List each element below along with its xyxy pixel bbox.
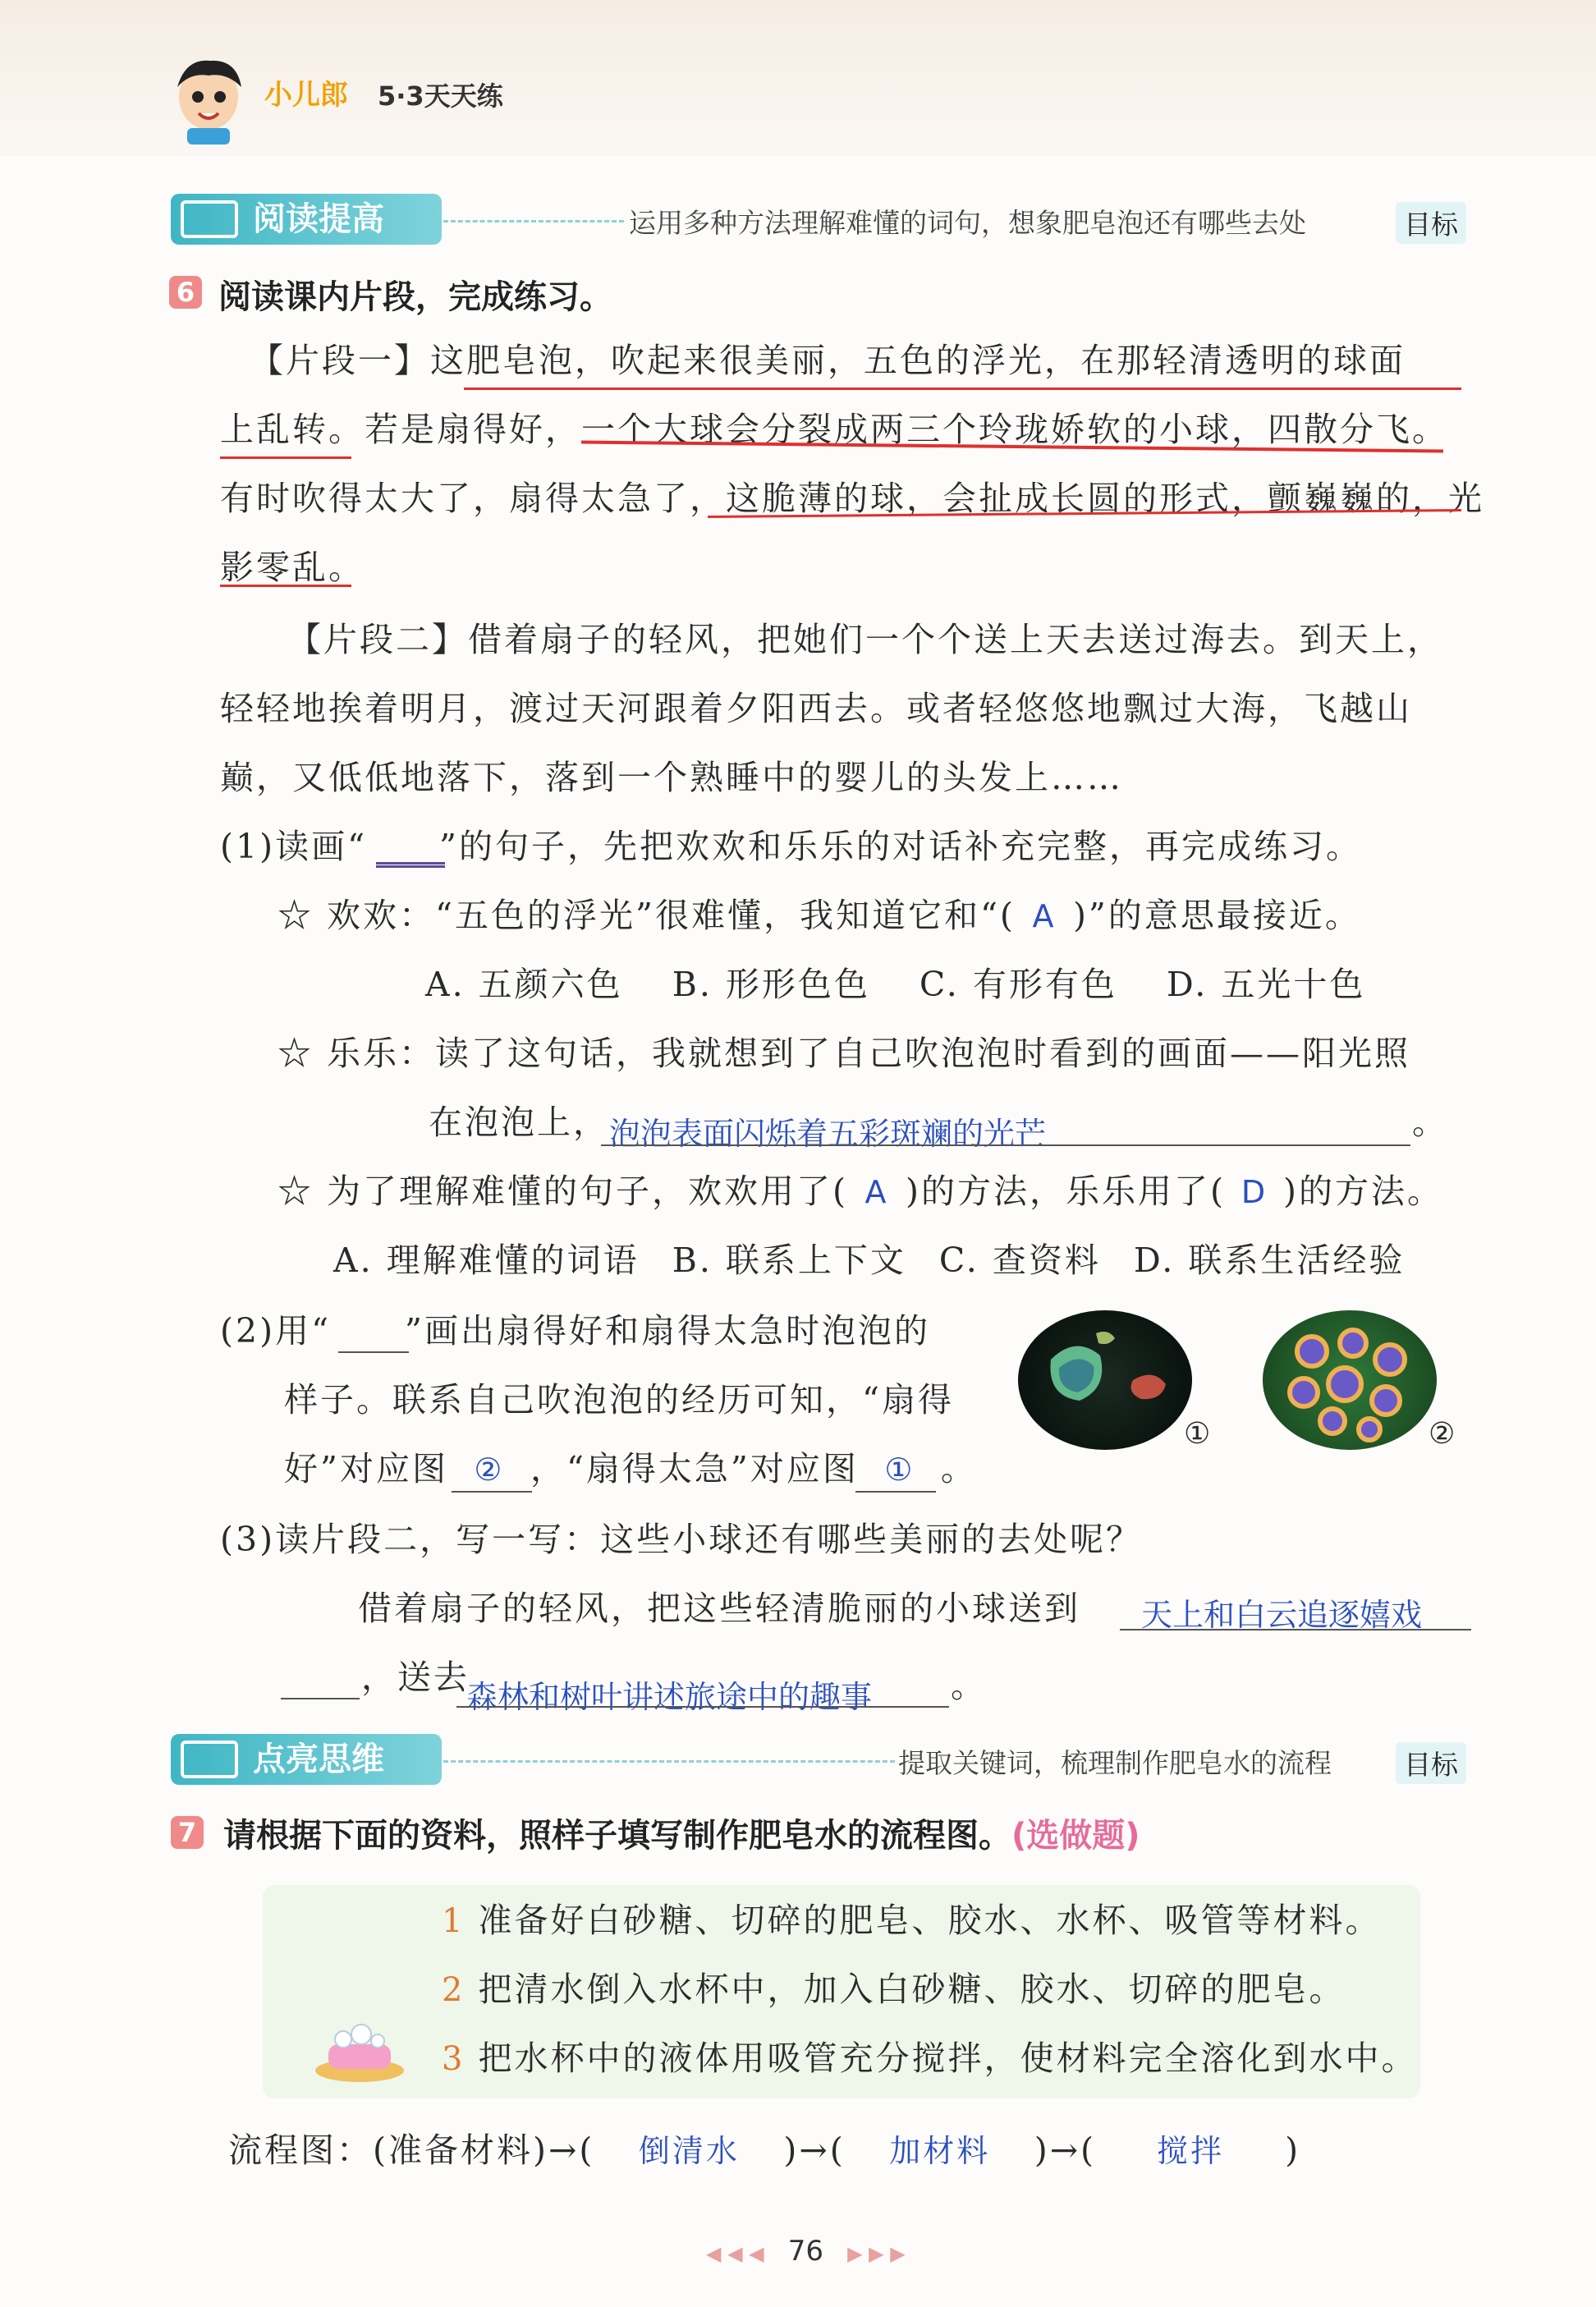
method-text: )的方法。: [1283, 1172, 1444, 1211]
option: D. 五光十色: [1166, 965, 1366, 1004]
subquestion-3: (3)读片段二，写一写：这些小球还有哪些美丽的去处呢？: [220, 1520, 1143, 1559]
double-underline-mark: [376, 862, 445, 868]
passage-text: 借着扇子的轻风，把她们一个个送上天去送过海去。到天上，: [468, 620, 1443, 659]
answer-method-b[interactable]: D: [1241, 1174, 1268, 1210]
answer-fan-good[interactable]: ②: [474, 1452, 505, 1488]
passage1-line1: [250, 340, 1406, 381]
red-underline: [220, 585, 351, 587]
options-row-1: [425, 964, 1365, 1005]
subq-text: ”画出扇得好和扇得太急时泡泡的: [405, 1311, 931, 1351]
method-line: [277, 1171, 1443, 1213]
answer-blank-line: [1120, 1629, 1471, 1630]
right-arrows-icon: ▶ ▶ ▶: [847, 2242, 906, 2265]
step-text: 把清水倒入水杯中，加入白砂糖、胶水、切碎的肥皂。: [478, 1970, 1346, 2009]
subquestion-2-line1: [220, 1310, 930, 1351]
answer-flow-3[interactable]: 搅拌: [1157, 2133, 1225, 2169]
step-text: 把水杯中的液体用吸管充分搅拌，使材料完全溶化到水中。: [478, 2039, 1418, 2078]
option: A. 理解难懂的词语: [333, 1241, 640, 1280]
subq-text: (2)用“: [220, 1311, 332, 1351]
subq-text: 好”对应图: [284, 1449, 448, 1488]
answer-lele[interactable]: 泡泡表面闪烁着五彩斑斓的光芒: [609, 1116, 1047, 1152]
flow-text: )→(: [783, 2130, 846, 2170]
q7-title-text: 请根据下面的资料，照样子填写制作肥皂水的流程图。: [223, 1817, 1011, 1855]
star-icon: ☆: [277, 1034, 314, 1073]
subq-text: ”的句子，先把欢欢和乐乐的对话补充完整，再完成练习。: [439, 827, 1363, 866]
option: C. 有形有色: [919, 965, 1117, 1004]
question-number: 6: [169, 276, 202, 309]
passage-text: 上乱转。: [220, 410, 365, 449]
answer-blank-line: [452, 1491, 532, 1493]
passage1-line4: [220, 547, 365, 588]
options-row-2: [333, 1240, 1405, 1281]
option: C. 查资料: [938, 1241, 1101, 1280]
step-number: 2: [442, 1971, 466, 2009]
question-title: [223, 1809, 1140, 1856]
passage-text: 。: [1412, 410, 1448, 449]
red-underline: [220, 456, 351, 459]
subq-text: ，“扇得太急”对应图: [530, 1449, 859, 1488]
answer-huanhuan[interactable]: A: [1032, 898, 1057, 934]
option: A. 五颜六色: [425, 965, 623, 1004]
lele-line2: [429, 1102, 609, 1143]
passage-label: 【片段二】: [287, 620, 468, 659]
bubble-photo-2: [1263, 1310, 1437, 1450]
info-step-2: [442, 1969, 1346, 2011]
passage2-line2: 轻轻地挨着明月，渡过天河跟着夕阳西去。或者轻悠悠地飘过大海，飞越山: [220, 689, 1412, 728]
dialogue-text: 欢欢：“五色的浮光”很难懂，我知道它和“(: [327, 896, 1016, 935]
left-arrows-icon: ◀ ◀ ◀: [706, 2242, 764, 2265]
section-banner-thinking: [171, 1734, 442, 1785]
question-title: 阅读课内片段，完成练习。: [218, 278, 612, 316]
soap-bar-icon: [310, 2020, 409, 2085]
book-icon: [181, 200, 238, 238]
flowchart-line: [228, 2130, 1300, 2172]
page-number: 76: [787, 2235, 823, 2268]
subquestion-2-line2: 样子。联系自己吹泡泡的经历可知，“扇得: [284, 1380, 954, 1420]
series-name: 5·3天天练: [378, 80, 503, 112]
answer-flow-1[interactable]: 倒清水: [638, 2133, 740, 2169]
passage-text: 有时吹得太大了，扇得太急了，: [220, 479, 726, 518]
answer-method-a[interactable]: A: [864, 1174, 889, 1210]
question-number: 7: [171, 1816, 204, 1849]
dialogue-text: )”的意思最接近。: [1072, 896, 1361, 935]
goal-label: 目标: [1396, 202, 1466, 244]
brand-name: 小儿郎: [264, 79, 348, 112]
info-step-1: [442, 1900, 1382, 1942]
flow-text: )→(: [1034, 2130, 1097, 2170]
photo-label: ①: [1184, 1417, 1213, 1451]
answer-blank-line: [601, 1144, 1410, 1146]
period: 。: [1412, 1103, 1448, 1142]
subquestion-1: [220, 826, 1362, 867]
passage-text: 一个大球会分裂成两三个玲珑娇软的小球，四散分飞: [581, 410, 1412, 449]
step-number: 1: [442, 1902, 466, 1940]
bubble-photo-1: [1018, 1310, 1192, 1450]
divider: [443, 220, 624, 222]
divider: [443, 1760, 895, 1763]
option: B. 形形色色: [672, 965, 870, 1004]
passage2-line3: 巅，又低低地落下，落到一个熟睡中的婴儿的头发上……: [220, 758, 1123, 797]
answer-fan-fast[interactable]: ①: [884, 1452, 915, 1488]
passage-text: 。: [328, 548, 365, 587]
subquestion-3-line1: 借着扇子的轻风，把这些轻清脆丽的小球送到: [358, 1589, 1080, 1628]
single-underline-mark: [338, 1351, 409, 1353]
option: B. 联系上下文: [672, 1241, 906, 1280]
star-icon: ☆: [277, 896, 314, 935]
dialogue-text: 在泡泡上，: [429, 1103, 609, 1142]
passage2-line1: [287, 619, 1443, 660]
section-title: 点亮思维: [253, 1741, 384, 1778]
subq-text: (1)读画“: [220, 827, 368, 866]
goal-label: 目标: [1396, 1742, 1466, 1784]
answer-destination-2[interactable]: 森林和树叶讲述旅途中的趣事: [466, 1679, 873, 1715]
step-text: 准备好白砂糖、切碎的肥皂、胶水、水杯、吸管等材料。: [478, 1901, 1382, 1940]
method-text: 为了理解难懂的句子，欢欢用了(: [327, 1172, 849, 1211]
goal-text: 运用多种方法理解难懂的词句，想象肥皂泡还有哪些去处: [629, 207, 1306, 239]
answer-blank-line: [456, 1706, 949, 1708]
page-footer: [706, 2235, 906, 2268]
huanhuan-line: [277, 895, 1361, 937]
goal-text: 提取关键词，梳理制作肥皂水的流程: [898, 1747, 1332, 1779]
dialogue-text: 乐乐：读了这句话，我就想到了自己吹泡泡时看到的画面——阳光照: [327, 1034, 1411, 1073]
method-text: )的方法，乐乐用了(: [906, 1172, 1227, 1211]
option: D. 联系生活经验: [1133, 1241, 1406, 1280]
book-icon: [181, 1741, 238, 1778]
flow-text: 流程图：(准备材料)→(: [228, 2130, 595, 2170]
optional-tag: (选做题): [1011, 1817, 1140, 1855]
passage-label: 【片段一】: [250, 341, 430, 380]
subquestion-3-line2: ，送去: [361, 1658, 470, 1697]
section-banner-reading: [171, 194, 442, 245]
lele-line1: [277, 1033, 1410, 1074]
section-title: 阅读提高: [253, 200, 384, 238]
answer-destination-1[interactable]: 天上和白云追逐嬉戏: [1141, 1597, 1423, 1633]
period: 。: [951, 1666, 987, 1705]
mascot-avatar: [169, 54, 248, 144]
answer-blank-line: [281, 1698, 360, 1699]
answer-blank-line: [855, 1491, 936, 1493]
info-step-3: [442, 2038, 1418, 2080]
flow-text: ): [1285, 2130, 1301, 2170]
subquestion-2-line3: [284, 1448, 977, 1490]
passage-text: 这肥皂泡，吹起来很美丽，五色的浮光，在那轻清透明的球面: [430, 341, 1406, 380]
photo-label: ②: [1429, 1417, 1458, 1451]
star-icon: ☆: [277, 1172, 314, 1211]
answer-flow-2[interactable]: 加材料: [889, 2133, 991, 2169]
red-underline: [464, 388, 1461, 390]
passage-text: 影零乱: [220, 548, 328, 587]
passage-text: 若是扇得好，: [365, 410, 581, 449]
passage-text: 这脆薄的球，会扯成长圆的形式，颤巍巍的，光: [726, 479, 1484, 518]
step-number: 3: [442, 2040, 466, 2078]
subq-text: 。: [940, 1449, 977, 1488]
